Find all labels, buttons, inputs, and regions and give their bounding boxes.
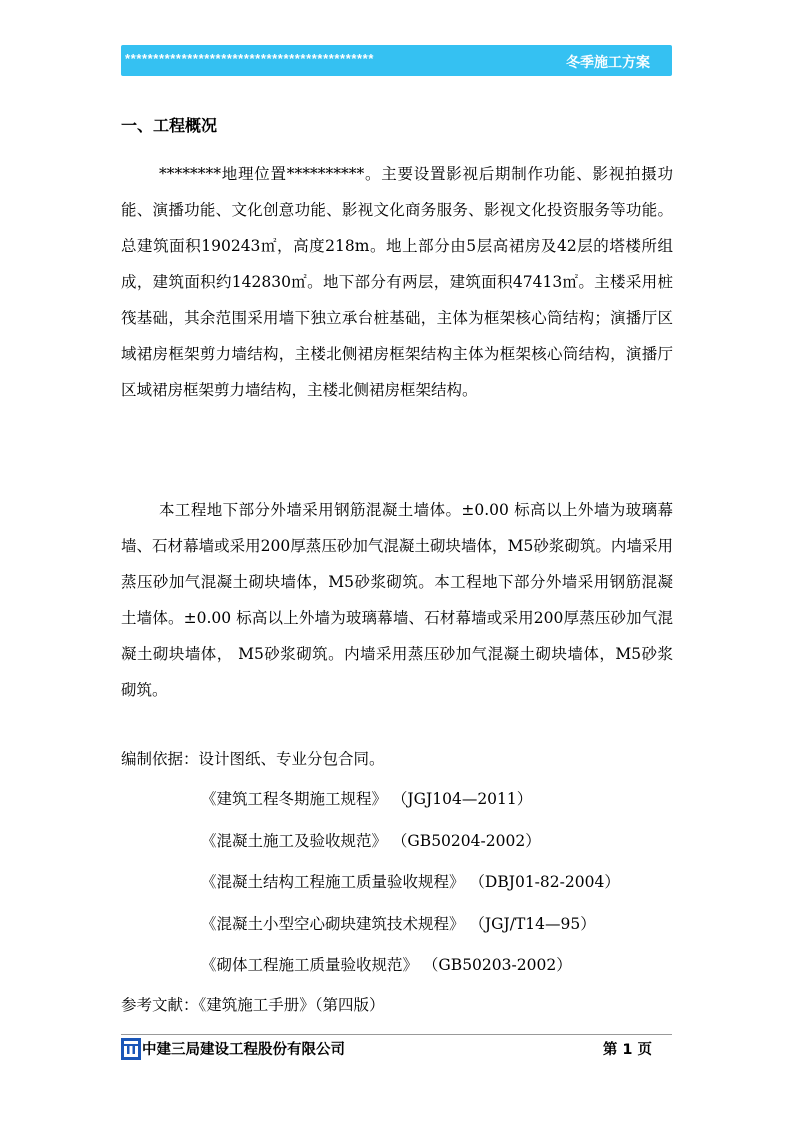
standard-item: 《混凝土结构工程施工质量验收规程》 （DBJ01-82-2004） — [201, 873, 620, 891]
standards-list — [201, 784, 620, 992]
standard-item: 《混凝土施工及验收规范》 （GB50204-2002） — [201, 831, 541, 850]
header-bar — [121, 45, 672, 76]
footer-page-number: 第 1 页 — [602, 1042, 652, 1058]
company-logo-icon — [121, 1038, 141, 1060]
compile-basis: 编制依据：设计图纸、专业分包合同。 — [121, 750, 385, 768]
standard-item: 《混凝土小型空心砌块建筑技术规程》 （JGJ/T14—95） — [201, 914, 596, 933]
footer-divider — [121, 1034, 672, 1035]
standard-item: 《建筑工程冬期施工规程》 （JGJ104—2011） — [201, 790, 533, 808]
reference-text: 参考文献：《建筑施工手册》（第四版） — [121, 996, 385, 1014]
paragraph-walls: 本工程地下部分外墙采用钢筋混凝土墙体。±0.00 标高以上外墙为玻璃幕墙、石材幕墙或采用200厚蒸压砂加气混凝土砌块墙体，M5砂浆砌筑。内墙采用蒸压砂加气混凝土砌块墙体，M5砂浆砌筑。本工程地下部分外墙采用钢筋混凝土墙体。±0.00 标高以上外墙为玻璃幕墙、石材幕墙或采用200厚蒸压砂加气混凝土砌块墙体， M5砂浆砌筑。内墙采用蒸压砂加气混凝土砌块墙体，M5砂浆砌筑。 — [121, 501, 673, 699]
standard-item: 《砌体工程施工质量验收规范》 （GB50203-2002） — [201, 956, 572, 974]
header-title: 冬季施工方案 — [566, 55, 650, 71]
paragraph-overview: ********地理位置**********。主要设置影视后期制作功能、影视拍摄功能、演播功能、文化创意功能、影视文化商务服务、影视文化投资服务等功能。总建筑面积190243㎡，高度218m。地上部分由5层高裙房及42层的塔楼所组成，建筑面积约142830㎡。地下部分有两层，建筑面积47413㎡。主楼采用桩筏基础，其余范围采用墙下独立承台桩基础，主体为框架核心筒结构；演播厅区域裙房框架剪力墙结构，主楼北侧裙房框架结构主体为框架核心筒结构，演播厅区域裙房框架剪力墙结构，主楼北侧裙房框架结构。 — [121, 165, 673, 399]
header-stars: ******************************************** — [125, 51, 374, 66]
footer-company: 中建三局建设工程股份有限公司 — [142, 1042, 345, 1058]
section-title: 一、工程概况 — [121, 116, 218, 135]
